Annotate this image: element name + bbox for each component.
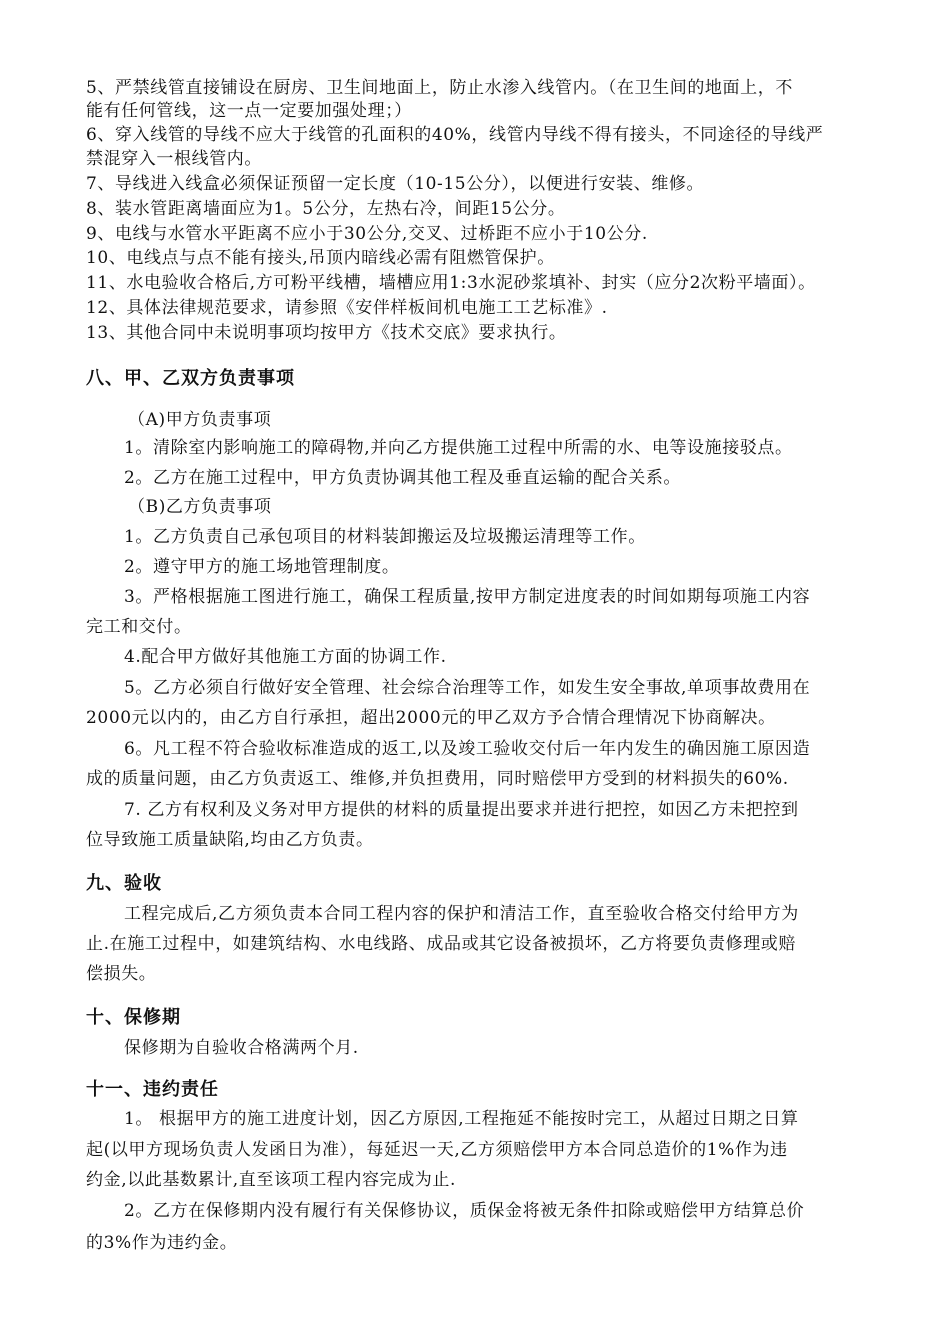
clause-8: 8、装水管距离墙面应为1。5公分，左热右冷，间距15公分。 <box>86 199 566 219</box>
clause-10: 10、电线点与点不能有接头,吊顶内暗线必需有阻燃管保护。 <box>86 248 555 268</box>
clause-9: 9、电线与水管水平距离不应小于30公分,交叉、过桥距不应小于10公分. <box>86 224 648 244</box>
clause-5-line-2: 能有任何管线，这一点一定要加强处理；） <box>86 101 412 121</box>
clause-5-line-1: 5、严禁线管直接铺设在厨房、卫生间地面上，防止水渗入线管内。（在卫生间的地面上，不 <box>86 78 793 98</box>
clause-13: 13、其他合同中未说明事项均按甲方《技术交底》要求执行。 <box>86 323 567 343</box>
section-8b-line-4: 完工和交付。 <box>86 617 192 637</box>
section-9-heading: 九、验收 <box>86 873 162 894</box>
section-11-line-5: 的3%作为违约金。 <box>86 1233 238 1253</box>
section-8b-line-10: 7. 乙方有权利及义务对甲方提供的材料的质量提出要求并进行把控，如因乙方未把控到 <box>124 800 799 820</box>
section-11-line-3: 约金,以此基数累计,直至该项工程内容完成为止. <box>86 1170 457 1190</box>
section-8b-line-8: 6。凡工程不符合验收标准造成的返工,以及竣工验收交付后一年内发生的确因施工原因造 <box>124 739 811 759</box>
clause-11: 11、水电验收合格后,方可粉平线槽，墙槽应用1:3水泥砂浆填补、封实（应分2次粉平墙面）。 <box>86 273 816 293</box>
section-11-line-4: 2。乙方在保修期内没有履行有关保修协议，质保金将被无条件扣除或赔偿甲方结算总价 <box>124 1201 805 1221</box>
section-8b-line-3: 3。严格根据施工图进行施工，确保工程质量,按甲方制定进度表的时间如期每项施工内容 <box>124 587 811 607</box>
section-8a-item-2: 2。乙方在施工过程中，甲方负责协调其他工程及垂直运输的配合关系。 <box>124 468 682 488</box>
section-8b-line-7: 2000元以内的，由乙方自行承担，超出2000元的甲乙双方予合情合理情况下协商解决。 <box>86 708 776 728</box>
section-9-line-3: 偿损失。 <box>86 964 157 984</box>
section-8b-line-6: 5。乙方必须自行做好安全管理、社会综合治理等工作，如发生安全事故,单项事故费用在 <box>124 678 811 698</box>
section-8a-item-1: 1。清除室内影响施工的障碍物,并向乙方提供施工过程中所需的水、电等设施接驳点。 <box>124 438 793 458</box>
section-8-heading: 八、甲、乙双方负责事项 <box>86 368 295 389</box>
section-10-heading: 十、保修期 <box>86 1007 181 1028</box>
section-8b-title: （B)乙方负责事项 <box>128 497 272 517</box>
section-11-line-1: 1。 根据甲方的施工进度计划，因乙方原因,工程拖延不能按时完工，从超过日期之日算 <box>124 1109 799 1129</box>
section-8b-line-11: 位导致施工质量缺陷,均由乙方负责。 <box>86 830 374 850</box>
section-8a-title: （A)甲方负责事项 <box>128 410 272 430</box>
section-11-line-2: 起(以甲方现场负责人发函日为准），每延迟一天,乙方须赔偿甲方本合同总造价的1%作为违 <box>86 1140 788 1160</box>
section-10-line-1: 保修期为自验收合格满两个月. <box>124 1038 359 1058</box>
section-9-line-2: 止.在施工过程中，如建筑结构、水电线路、成品或其它设备被损坏，乙方将要负责修理或赔 <box>86 934 797 954</box>
section-8b-line-9: 成的质量问题，由乙方负责返工、维修,并负担费用，同时赔偿甲方受到的材料损失的60%. <box>86 769 789 789</box>
section-9-line-1: 工程完成后,乙方须负责本合同工程内容的保护和清洁工作，直至验收合格交付给甲方为 <box>124 904 799 924</box>
clause-6-line-1: 6、穿入线管的导线不应大于线管的孔面积的40%，线管内导线不得有接头，不同途径的导线严 <box>86 125 824 145</box>
clause-12: 12、具体法律规范要求，请参照《安伴样板间机电施工工艺标准》. <box>86 298 608 318</box>
clause-6-line-2: 禁混穿入一根线管内。 <box>86 149 262 169</box>
section-8b-line-2: 2。遵守甲方的施工场地管理制度。 <box>124 557 400 577</box>
clause-7: 7、导线进入线盒必须保证预留一定长度（10-15公分），以便进行安装、维修。 <box>86 174 705 194</box>
section-8b-line-5: 4.配合甲方做好其他施工方面的协调工作. <box>124 647 447 667</box>
section-8b-line-1: 1。乙方负责自己承包项目的材料装卸搬运及垃圾搬运清理等工作。 <box>124 527 646 547</box>
section-11-heading: 十一、违约责任 <box>86 1079 219 1100</box>
